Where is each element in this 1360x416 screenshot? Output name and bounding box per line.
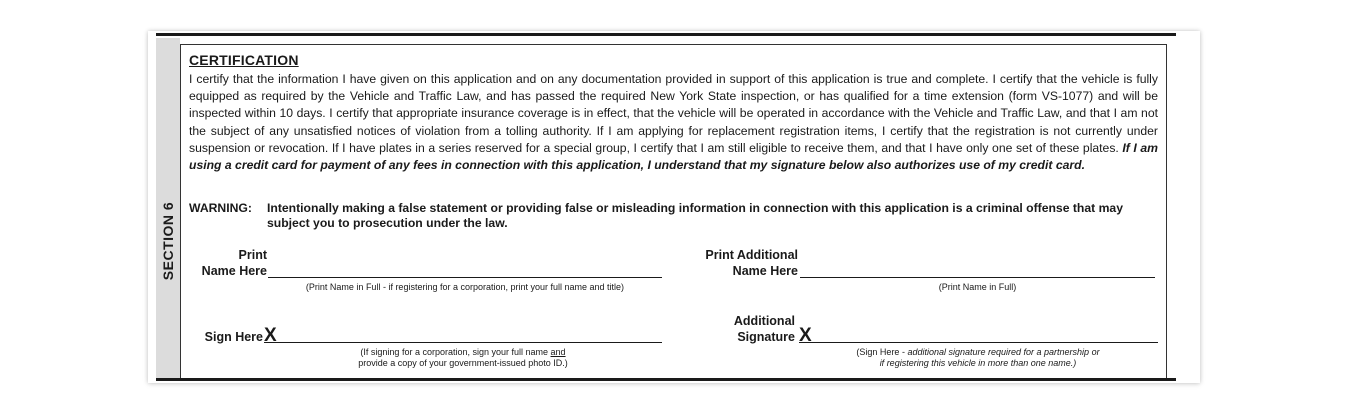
sign-here-x-mark: X	[264, 325, 277, 346]
print-name-hint: (Print Name in Full - if registering for a corporation, print your full name and title)	[305, 282, 625, 292]
warning-text: Intentionally making a false statement or providing false or misleading information in connection with this application is a criminal offense that may subject you to prosecution under the law.	[267, 201, 1123, 230]
certification-text	[189, 71, 1158, 174]
additional-signature-label: Additional Signature	[733, 314, 795, 344]
additional-signature-field[interactable]	[799, 342, 1158, 343]
credit-card-statement: If I am using a credit card for payment of any fees in connection with this application, I understand that my signature below also authorizes use of my credit card.	[189, 140, 1159, 173]
print-name-label: Print Name Here	[201, 248, 267, 278]
certification-title: CERTIFICATION	[189, 52, 299, 68]
print-additional-name-hint: (Print Name in Full)	[938, 282, 1017, 292]
top-rule	[156, 33, 1176, 36]
section-label: SECTION 6	[160, 201, 176, 281]
sign-here-label: Sign Here	[204, 330, 263, 344]
bottom-rule	[156, 378, 1176, 381]
form-section	[148, 31, 1200, 383]
additional-signature-hint: (Sign Here - additional signature required for a partnership or if registering this vehicle in more than one name.)	[856, 347, 1100, 368]
print-additional-name-field[interactable]	[800, 277, 1155, 278]
signature-field[interactable]	[264, 342, 662, 343]
sign-here-hint: (If signing for a corporation, sign your full name and provide a copy of your government-issued photo ID.)	[358, 347, 568, 368]
warning-lead: WARNING:	[189, 201, 252, 215]
print-additional-name-label: Print Additional Name Here	[705, 248, 798, 278]
print-name-field[interactable]	[268, 277, 662, 278]
additional-signature-x-mark: X	[799, 325, 812, 346]
certification-body: I certify that the information I have given on this application and on any documentation provided in support of this application is true and complete. I certify that the vehicle is fully equipped as required by the Vehicle and Traffic Law, and has passed the required New York State inspection, or has qualified for a time extension (form VS-1077) and will be inspected within 10 days. I certify that appropriate insurance coverage is in effect, that the vehicle will be operated in accordance with the Vehicle and Traffic Law, and that I am not the subject of any unsatisfied notices of violation from a tolling authority. If I am applying for replacement registration items, I certify that the registration is not currently under suspension or revocation. If I have plates in a series reserved for a special group, I certify that I am still eligible to receive them, and that I have only one set of these plates.	[189, 72, 1158, 155]
